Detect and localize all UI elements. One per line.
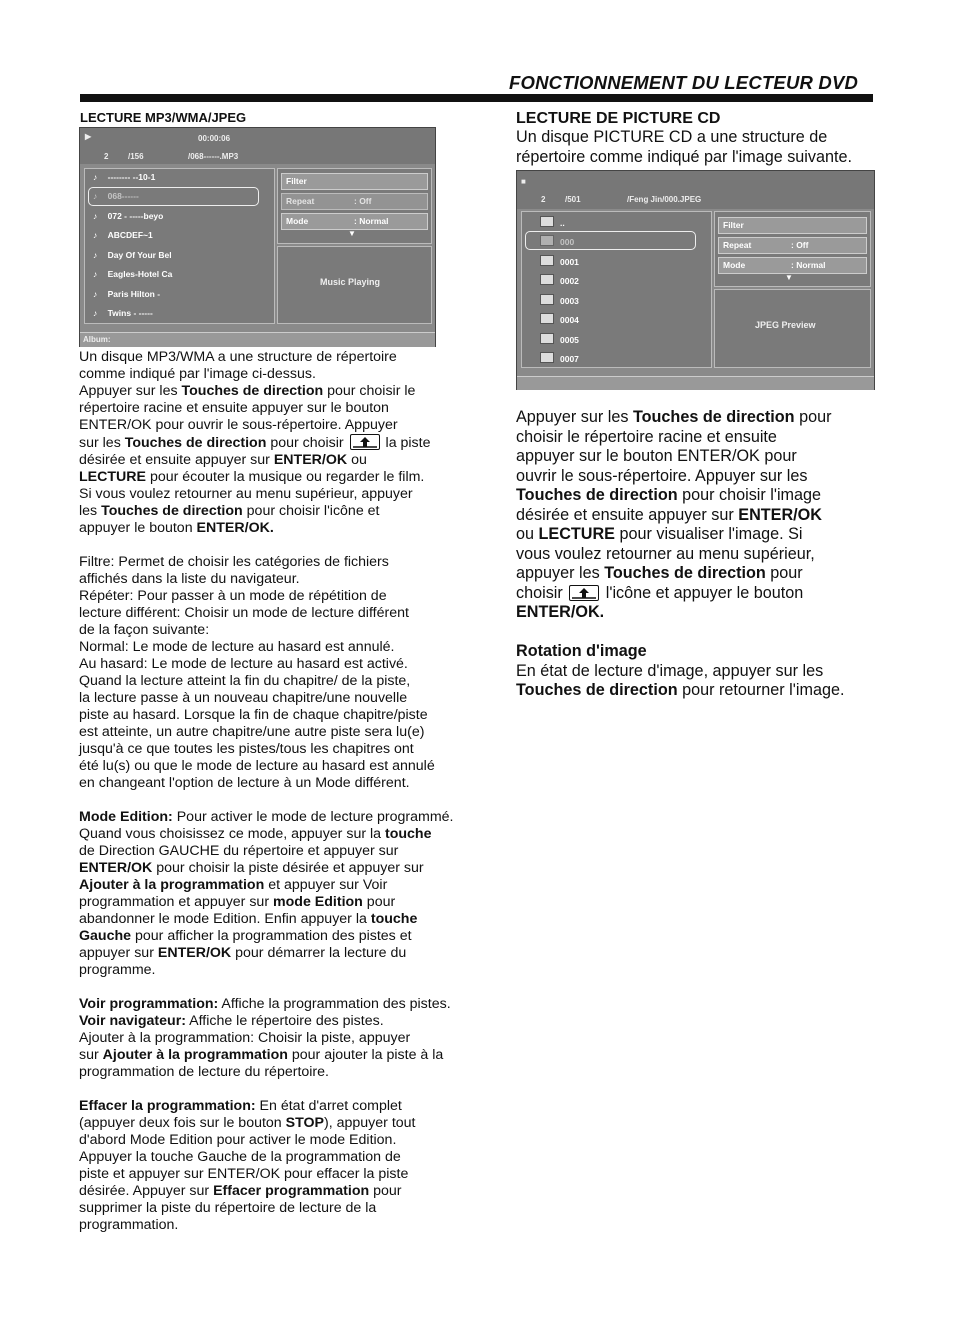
options-pane — [277, 168, 432, 244]
section-title-picture-cd: LECTURE DE PICTURE CD — [516, 110, 721, 127]
arrow-down-icon: ▼ — [348, 229, 356, 238]
list-item[interactable]: 0004 — [540, 313, 579, 325]
list-item[interactable]: 0003 — [540, 294, 579, 306]
list-item[interactable]: ♪ Day Of Your Bel — [93, 250, 172, 260]
list-item[interactable]: ♪ -------- --10-1 — [93, 172, 156, 182]
list-item[interactable]: 000 — [540, 235, 574, 247]
folder-icon — [540, 216, 554, 227]
image-file-icon — [540, 352, 554, 363]
music-note-icon: ♪ — [93, 172, 100, 182]
track-total: /501 — [565, 195, 581, 204]
list-item[interactable]: 0005 — [540, 333, 579, 345]
mode-option[interactable]: Mode : Normal — [281, 213, 428, 230]
image-file-icon — [540, 333, 554, 344]
filter-option[interactable]: Filter — [281, 173, 428, 190]
list-item[interactable]: ♪ Twins - ----- — [93, 308, 153, 318]
list-item[interactable]: 0002 — [540, 274, 579, 286]
list-item[interactable]: ♪ 072 - -----beyo — [93, 211, 164, 221]
up-folder-icon — [350, 434, 380, 450]
list-item[interactable]: ♪ 068------ — [93, 191, 139, 201]
list-item[interactable]: ♪ Eagles-Hotel Ca — [93, 269, 173, 279]
image-file-icon — [540, 313, 554, 324]
left-body-text: Un disque MP3/WMA a une structure de répertoire comme indiqué par l'image ci-dessus. Appuyer sur les Touches de direction pour choisir le répertoire racine et ensuite appuyer sur le bouton ENTER/OK pour ouvrir le sous-répertoire. Appuyer sur les Touches de direction pour choisir la piste désirée et ensuite appuyer sur ENTER/OK ou LECTURE pour écouter la musique ou regarder le film. Si vous voulez retourner au menu supérieur, appuyer les Touches de direction pour choisir l'icône et appuyer le bouton ENTER/OK. Filtre: Permet de choisir les catégories de fichiers affichés dans la liste du navigateur. Répéter: Pour passer à un mode de répétition de lecture différent: Choisir un mode de lecture différent de la façon suivante: Normal: Le mode de lecture au hasard est annulé. Au hasard: Le mode de lecture au hasard est activé. Quand la lecture atteint la fin du chapitre/ de la piste, la lecture passe à un nouveau chapitre/une nouvelle piste au hasard. Lorsque la fin de chaque chapitre/piste est atteinte, un autre chapitre/une autre piste sera lu(e) jusqu'à ce que toutes les pistes/tous les chapitres ont été lu(s) ou que le mode de lecture au hasard est annulé en changeant l'option de lecture à un Mode différent. Mode Edition: Pour activer le mode de lecture programmé. Quand vous choisissez ce mode, appuyer sur la touche de Direction GAUCHE du répertoire et appuyer sur ENTER/OK pour choisir la piste désirée et appuyer sur Ajouter à la programmation et appuyer sur Voir programmation et appuyer sur mode Edition pour abandonner le mode Edition. Enfin appuyer la touche Gauche pour afficher la programmation des pistes et appuyer sur ENTER/OK pour démarrer la lecture du programme. Voir programmation: Affiche la programmation des pistes. Voir navigateur: Affiche le répertoire des pistes. Ajouter à la programmation: Choisir la piste, appuyer sur Ajouter à la programmation pour ajouter la piste à la programmation de lecture du répertoire. Effacer la programmation: En état d'arret complet (appuyer deux fois sur le bouton STOP), appuyer tout d'abord Mode Edition pour activer le mode Edition. Appuyer la touche Gauche de la programmation de piste et appuyer sur ENTER/OK pour effacer la piste désirée. Appuyer sur Effacer programmation pour supprimer la piste du répertoire de lecture de la programmation. — [79, 349, 454, 1233]
track-total: /156 — [128, 152, 144, 161]
file-name: /Feng Jin/000.JPEG — [627, 195, 702, 204]
track-number: 2 — [104, 152, 109, 161]
image-file-icon — [540, 235, 554, 246]
list-item[interactable]: ♪ ABCDEF~1 — [93, 230, 153, 240]
repeat-option[interactable]: Repeat : Off — [281, 193, 428, 210]
music-note-icon: ♪ — [93, 230, 100, 240]
page-header: FONCTIONNEMENT DU LECTEUR DVD — [509, 72, 859, 93]
status-text: Music Playing — [320, 277, 381, 287]
mode-option[interactable]: Mode : Normal — [718, 257, 867, 274]
list-item[interactable]: ♪ Paris Hilton - — [93, 289, 161, 299]
section-title-mp3: LECTURE MP3/WMA/JPEG — [80, 110, 247, 125]
right-body-text: Appuyer sur les Touches de direction pour choisir le répertoire racine et ensuite appuyer sur le bouton ENTER/OK pour ouvrir le sous-répertoire. Appuyer sur les Touches de direction pour choisir l'image désirée et ensuite appuyer sur ENTER/OK ou LECTURE pour visualiser l'image. Si vous voulez retourner au menu supérieur, appuyer les Touches de direction pour choisir l'icône et appuyer le bouton ENTER/OK. Rotation d'image En état de lecture d'image, appuyer sur les Touches de direction pour retourner l'image. — [516, 408, 845, 699]
music-note-icon: ♪ — [93, 211, 100, 221]
file-name: /068------.MP3 — [188, 152, 239, 161]
stop-icon: ■ — [521, 177, 526, 186]
file-list-pane — [84, 168, 275, 324]
info-bar — [517, 376, 874, 390]
music-note-icon: ♪ — [93, 289, 100, 299]
list-item[interactable]: 0001 — [540, 255, 579, 267]
image-file-icon — [540, 294, 554, 305]
status-pane — [277, 246, 432, 324]
image-file-icon — [540, 274, 554, 285]
time-display: 00:00:06 — [198, 134, 231, 143]
status-text: JPEG Preview — [755, 320, 816, 330]
music-note-icon: ♪ — [93, 250, 100, 260]
image-file-icon — [540, 255, 554, 266]
jpeg-screen — [516, 170, 875, 390]
music-note-icon: ♪ — [93, 308, 100, 318]
header-rule — [80, 94, 873, 102]
mp3-screen — [79, 127, 436, 347]
up-folder-icon — [569, 585, 599, 601]
play-icon: ▶ — [85, 132, 92, 141]
filter-option[interactable]: Filter — [718, 217, 867, 234]
album-bar: Album: — [80, 332, 435, 347]
repeat-option[interactable]: Repeat : Off — [718, 237, 867, 254]
preview-pane — [714, 289, 871, 368]
rotation-title: Rotation d'image — [516, 642, 647, 660]
file-list-pane — [521, 211, 712, 368]
picture-cd-intro: Un disque PICTURE CD a une structure de répertoire comme indiqué par l'image suivante. — [516, 128, 853, 166]
arrow-down-icon: ▼ — [785, 273, 793, 282]
list-item[interactable]: .. — [540, 216, 565, 228]
track-number: 2 — [541, 195, 546, 204]
list-item[interactable]: 0007 — [540, 352, 579, 364]
music-note-icon: ♪ — [93, 191, 100, 201]
options-pane — [714, 211, 871, 287]
music-note-icon: ♪ — [93, 269, 100, 279]
